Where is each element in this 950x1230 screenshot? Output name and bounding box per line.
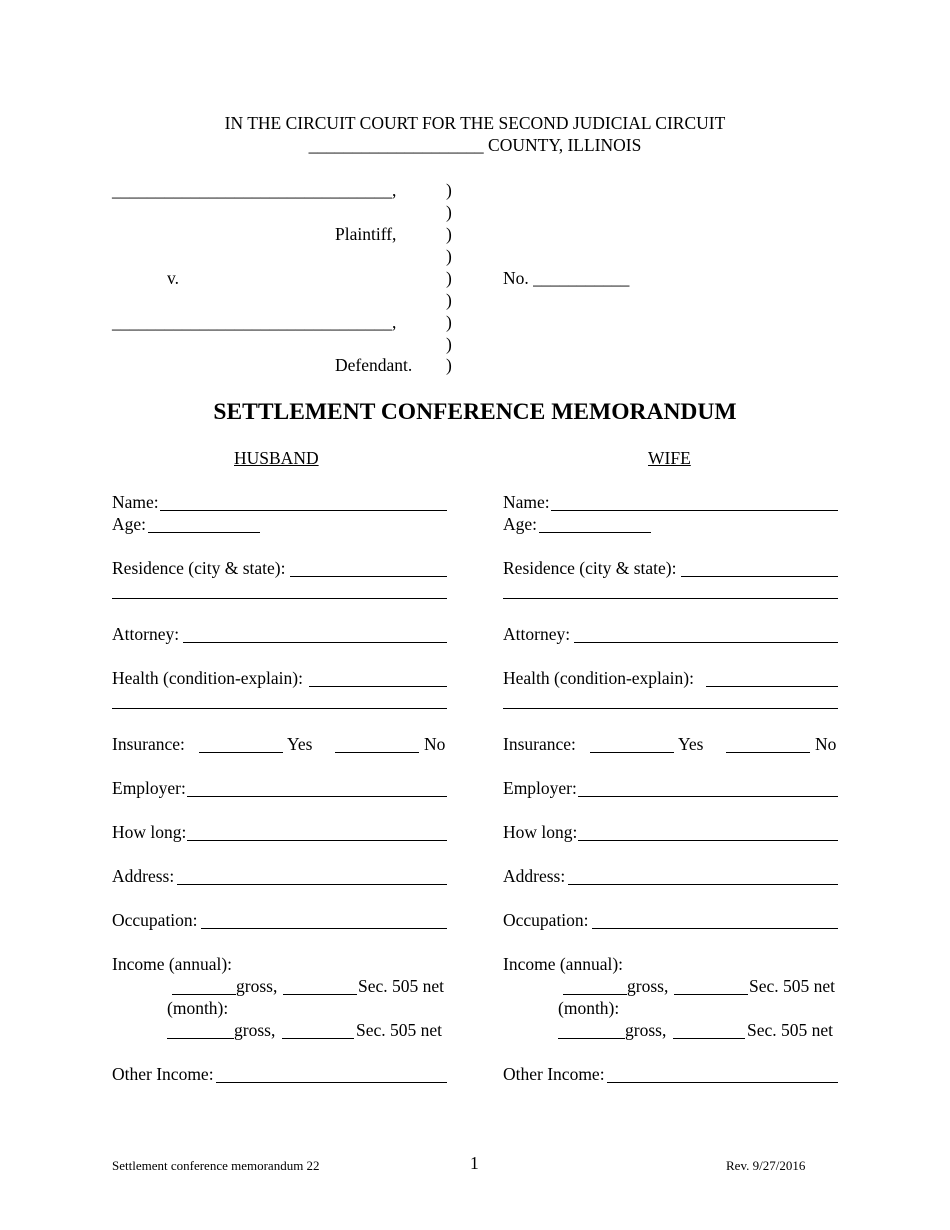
husband-how-long-blank[interactable] xyxy=(187,840,447,841)
county-suffix: COUNTY, ILLINOIS xyxy=(483,135,642,155)
wife-month-gross-blank[interactable] xyxy=(558,1038,625,1039)
husband-residence-blank[interactable] xyxy=(290,576,447,577)
wife-month-net-label: Sec. 505 net xyxy=(747,1020,834,1040)
husband-health-blank[interactable] xyxy=(309,686,447,687)
husband-age-blank[interactable] xyxy=(148,532,260,533)
wife-how-long-blank[interactable] xyxy=(578,840,838,841)
document-title: SETTLEMENT CONFERENCE MEMORANDUM xyxy=(213,399,737,425)
husband-name-label: Name: xyxy=(112,492,159,512)
husband-insurance-no-blank[interactable] xyxy=(335,752,419,753)
husband-annual-gross-label: gross, xyxy=(236,976,278,996)
wife-attorney-blank[interactable] xyxy=(574,642,838,643)
husband-other-income-blank[interactable] xyxy=(216,1082,447,1083)
county-blank[interactable]: ____________________ xyxy=(308,135,484,155)
wife-column-heading: WIFE xyxy=(648,448,691,468)
footer-revision-date: Rev. 9/27/2016 xyxy=(726,1158,806,1173)
husband-insurance-label: Insurance: xyxy=(112,734,185,754)
wife-name-blank[interactable] xyxy=(551,510,838,511)
husband-annual-net-label: Sec. 505 net xyxy=(358,976,445,996)
wife-annual-gross-label: gross, xyxy=(627,976,669,996)
husband-month-net-label: Sec. 505 net xyxy=(356,1020,443,1040)
wife-name-label: Name: xyxy=(503,492,550,512)
versus-label: v. xyxy=(167,268,179,288)
wife-occupation-label: Occupation: xyxy=(503,910,589,930)
husband-employer-blank[interactable] xyxy=(187,796,447,797)
wife-health-blank-2[interactable] xyxy=(503,708,838,709)
husband-occupation-label: Occupation: xyxy=(112,910,198,930)
husband-month-gross-label: gross, xyxy=(234,1020,276,1040)
husband-insurance-no-label: No xyxy=(424,734,446,754)
caption-paren: ) xyxy=(446,268,452,288)
wife-insurance-yes-label: Yes xyxy=(678,734,704,754)
wife-annual-net-blank[interactable] xyxy=(674,994,748,995)
wife-insurance-no-label: No xyxy=(815,734,837,754)
caption-paren: ) xyxy=(446,246,452,266)
wife-employer-label: Employer: xyxy=(503,778,577,798)
husband-health-blank-2[interactable] xyxy=(112,708,447,709)
caption-paren: ) xyxy=(446,312,452,332)
wife-residence-label: Residence (city & state): xyxy=(503,558,677,578)
caption-paren: ) xyxy=(446,180,452,200)
case-number-field[interactable]: No. ___________ xyxy=(503,268,630,288)
husband-occupation-blank[interactable] xyxy=(201,928,447,929)
wife-occupation-blank[interactable] xyxy=(592,928,838,929)
husband-attorney-label: Attorney: xyxy=(112,624,180,644)
wife-attorney-label: Attorney: xyxy=(503,624,571,644)
wife-age-label: Age: xyxy=(503,514,538,534)
husband-residence-label: Residence (city & state): xyxy=(112,558,286,578)
husband-month-net-blank[interactable] xyxy=(282,1038,354,1039)
husband-how-long-label: How long: xyxy=(112,822,187,842)
caption-paren: ) xyxy=(446,290,452,310)
wife-address-blank[interactable] xyxy=(568,884,838,885)
footer-page-number: 1 xyxy=(470,1153,479,1173)
wife-residence-blank-2[interactable] xyxy=(503,598,838,599)
plaintiff-name-blank[interactable]: ________________________________, xyxy=(112,180,397,200)
husband-insurance-yes-label: Yes xyxy=(287,734,313,754)
husband-income-annual-label: Income (annual): xyxy=(112,954,233,974)
plaintiff-label: Plaintiff, xyxy=(335,224,397,244)
husband-annual-net-blank[interactable] xyxy=(283,994,357,995)
husband-employer-label: Employer: xyxy=(112,778,186,798)
wife-other-income-blank[interactable] xyxy=(607,1082,838,1083)
wife-address-label: Address: xyxy=(503,866,566,886)
defendant-name-blank[interactable]: ________________________________, xyxy=(112,312,397,332)
husband-insurance-yes-blank[interactable] xyxy=(199,752,283,753)
wife-health-label: Health (condition-explain): xyxy=(503,668,694,688)
wife-month-net-blank[interactable] xyxy=(673,1038,745,1039)
footer-form-name: Settlement conference memorandum 22 xyxy=(112,1158,320,1173)
husband-residence-blank-2[interactable] xyxy=(112,598,447,599)
husband-other-income-label: Other Income: xyxy=(112,1064,214,1084)
wife-month-gross-label: gross, xyxy=(625,1020,667,1040)
husband-annual-gross-blank[interactable] xyxy=(172,994,236,995)
court-heading: IN THE CIRCUIT COURT FOR THE SECOND JUDICIAL CIRCUIT xyxy=(224,113,726,133)
caption-paren: ) xyxy=(446,334,452,354)
husband-column-heading: HUSBAND xyxy=(234,448,319,468)
husband-name-blank[interactable] xyxy=(160,510,447,511)
wife-other-income-label: Other Income: xyxy=(503,1064,605,1084)
county-heading xyxy=(0,137,950,155)
wife-health-blank[interactable] xyxy=(706,686,838,687)
defendant-label: Defendant. xyxy=(335,355,413,375)
wife-income-annual-label: Income (annual): xyxy=(503,954,624,974)
husband-address-label: Address: xyxy=(112,866,175,886)
husband-address-blank[interactable] xyxy=(177,884,447,885)
wife-insurance-no-blank[interactable] xyxy=(726,752,810,753)
husband-income-month-label: (month): xyxy=(167,998,229,1018)
caption-paren: ) xyxy=(446,355,452,375)
wife-residence-blank[interactable] xyxy=(681,576,838,577)
wife-how-long-label: How long: xyxy=(503,822,578,842)
caption-paren: ) xyxy=(446,202,452,222)
husband-age-label: Age: xyxy=(112,514,147,534)
wife-age-blank[interactable] xyxy=(539,532,651,533)
wife-income-month-label: (month): xyxy=(558,998,620,1018)
wife-insurance-yes-blank[interactable] xyxy=(590,752,674,753)
wife-insurance-label: Insurance: xyxy=(503,734,576,754)
wife-annual-gross-blank[interactable] xyxy=(563,994,627,995)
husband-month-gross-blank[interactable] xyxy=(167,1038,234,1039)
wife-annual-net-label: Sec. 505 net xyxy=(749,976,836,996)
husband-health-label: Health (condition-explain): xyxy=(112,668,303,688)
wife-employer-blank[interactable] xyxy=(578,796,838,797)
caption-paren: ) xyxy=(446,224,452,244)
husband-attorney-blank[interactable] xyxy=(183,642,447,643)
